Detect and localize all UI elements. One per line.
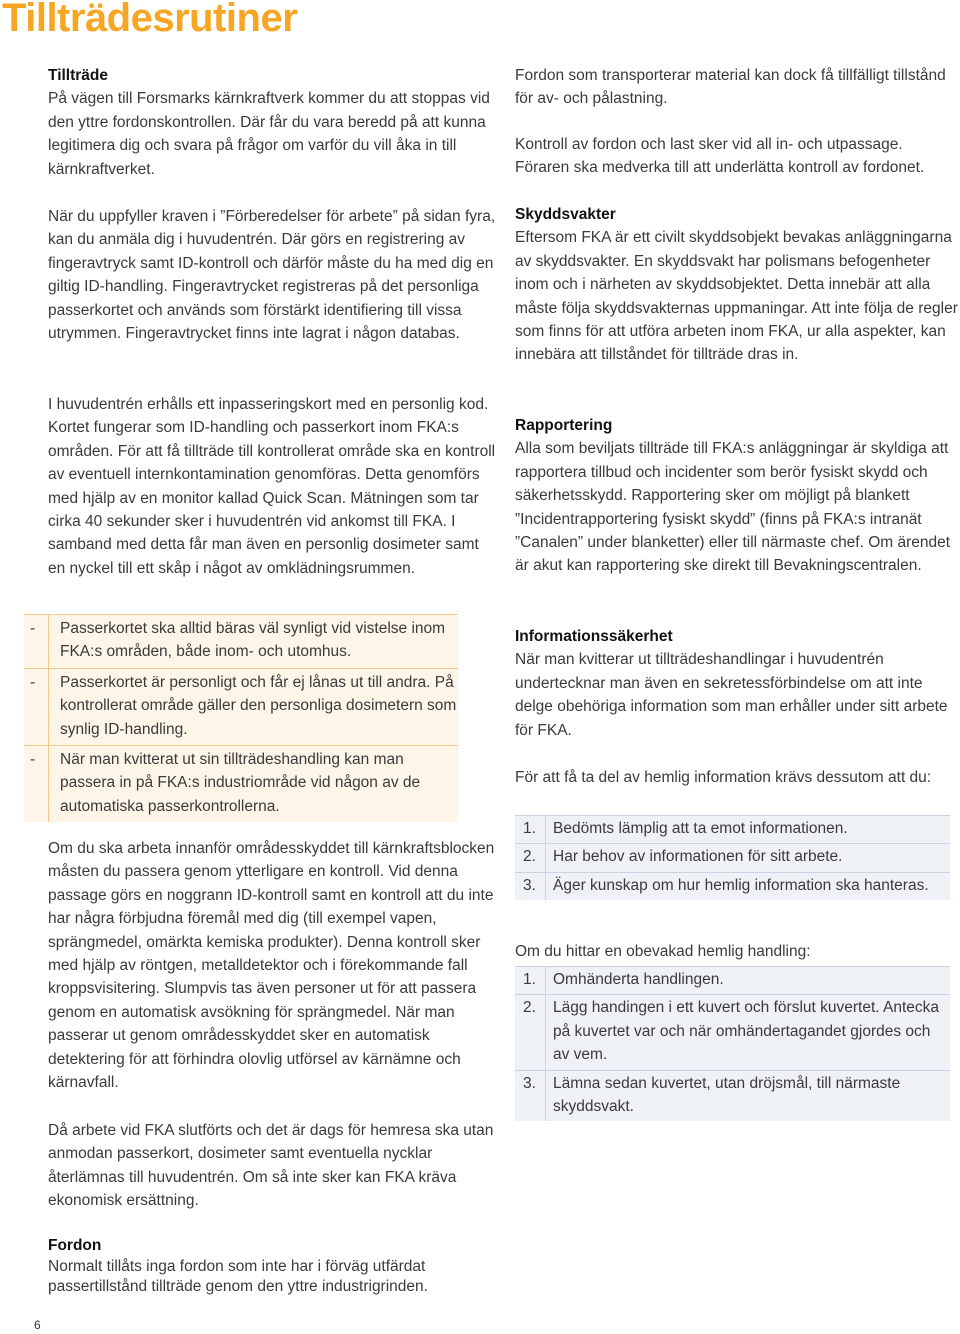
hemlig-intro: För att få ta del av hemlig information krävs dessutom att du:: [515, 769, 932, 786]
section-informationssakerhet: [515, 625, 960, 742]
section-tilltrade: [48, 64, 496, 181]
dash-mark: -: [30, 673, 36, 691]
para-omradesskydd: Om du ska arbeta innanför områdesskyddet till kärnkraftsblocken måsten du passera genom ytterligare en kontroll. Vid denna passage görs en noggrann ID-kontroll samt en kontroll att du inte har några förbjudna föremål med dig (till exempel vapen, sprängmedel, omärkta kemiska produkter). Denna kontroll sker med hjälp av röntgen, metalldetektor och i förekommande fall kroppsvisitering. Slumpvis tas även personer ut för att passera genom en automatisk avsökning för sprängmedel. När man passerar ut genom områdesskyddet sker en automatisk detektering för att förhindra olovlig utförsel av kärnämne och kärnavfall.: [48, 840, 495, 1092]
tilltrade-heading: Tillträde: [48, 67, 109, 84]
para-fordon-tillfalligt: Fordon som transporterar material kan dock få tillfälligt tillstånd för av- och pålastning.: [515, 67, 946, 108]
fordon-text: Normalt tillåts inga fordon som inte har i förväg utfärdat passertillstånd tillträde genom den yttre industrigrinden.: [48, 1258, 428, 1296]
list-item-text: Bedömts lämplig att ta emot informationen.: [553, 820, 848, 837]
section-fordon: [48, 1234, 496, 1297]
dash-list: [24, 614, 458, 822]
list-item-text: Passerkortet ska alltid bäras väl synligt vid vistelse inom FKA:s områden, både inom- och utomhus.: [60, 620, 446, 661]
list-item: [515, 1070, 950, 1122]
page-title: Tillträdesrutiner: [2, 0, 298, 40]
list-number: 2.: [523, 848, 536, 866]
fordon-heading: Fordon: [48, 1237, 102, 1254]
para-hemresa: Då arbete vid FKA slutförts och det är dags för hemresa ska utan anmodan passerkort, dosimeter samt eventuella nycklar återlämnas till huvudentrén. Om så inte sker kan FKA kräva ekonomisk ersättning.: [48, 1122, 494, 1210]
list-number: 3.: [523, 876, 536, 894]
list-item-text: När man kvitterat ut sin tillträdeshandling kan man passera in på FKA:s industriområde vid någon av de automatiska passerkontrollerna.: [60, 751, 421, 815]
info-text: När man kvitterar ut tillträdeshandlingar i huvudentrén undertecknar man även en sekretessförbindelse om att inte delge obehöriga information som man erhåller under sitt arbete för FKA.: [515, 651, 948, 739]
para-huvudentren: När du uppfyller kraven i ”Förberedelser för arbete” på sidan fyra, kan du anmäla dig i huvudentrén. Där görs en registrering av fingeravtryck samt ID-kontroll och därför måste du ha med dig en giltig ID-handling. Fingeravtrycket registreras på det personliga passerkortet och används som förstärkt identifiering till vissa utrymmen. Fingeravtrycket finns inte lagrat i någon databas.: [48, 208, 496, 343]
list-item-text: Omhänderta handlingen.: [553, 971, 724, 988]
page-number: 6: [34, 1318, 41, 1332]
list-item-text: Lägg handingen i ett kuvert och förslut kuvertet. Antecka på kuvertet var och när omhändertagandet gjordes och av vem.: [553, 999, 940, 1064]
list-number: 3.: [523, 1074, 536, 1092]
dash-mark: -: [30, 751, 36, 769]
list-item: [24, 614, 458, 668]
list-item-text: Lämna sedan kuvertet, utan dröjsmål, till närmaste skyddsvakt.: [553, 1074, 901, 1116]
info-heading: Informationssäkerhet: [515, 628, 673, 645]
para-kontroll-fordon: Kontroll av fordon och last sker vid all in- och utpassage. Föraren ska medverka till att underlätta kontroll av fordonet.: [515, 136, 925, 177]
list-item: [24, 668, 458, 745]
list-number: 2.: [523, 999, 536, 1017]
list-item: [24, 745, 458, 822]
tilltrade-text: På vägen till Forsmarks kärnkraftverk kommer du att stoppas vid den yttre fordonskontrollen. Där får du vara beredd på att kunna legitimera dig och svara på frågor om varför du vill åka in till kärnkraftverket.: [48, 90, 490, 178]
list-item: [515, 872, 950, 900]
list-item-text: Äger kunskap om hur hemlig information ska hanteras.: [553, 876, 929, 894]
obevakad-intro: Om du hittar en obevakad hemlig handling:: [515, 943, 811, 960]
dash-mark: -: [30, 620, 36, 637]
para-passerkort: I huvudentrén erhålls ett inpasseringskort med en personlig kod. Kortet fungerar som ID-handling och passerkort inom FKA:s områden. För att få tillträde till kontrollerat område ska en kontroll av eventuell internkontamination genomföras. Detta genomförs med hjälp av en monitor kallad Quick Scan. Mätningen som tar cirka 40 sekunder sker i huvudentrén vid ankomst till FKA. I samband med detta får man även en personlig dosimeter samt en nyckel till ett skåp i något av omklädningsrummen.: [48, 396, 496, 577]
list-item: [515, 966, 950, 994]
skyddsvakter-heading: Skyddsvakter: [515, 206, 616, 223]
rapportering-heading: Rapportering: [515, 417, 613, 434]
hemlig-list: [515, 815, 950, 900]
section-rapportering: [515, 414, 960, 578]
list-number: 1.: [523, 971, 536, 988]
obevakad-list: [515, 966, 950, 1121]
skyddsvakter-text: Eftersom FKA är ett civilt skyddsobjekt bevakas anläggningarna av skyddsvakter. En skyddsvakt har polismans befogenheter inom och i närheten av skyddsobjektet. Detta innebär att alla måste följa skyddsvakternas uppmaningar. Att inte följa de regler som finns för att utföra arbeten inom FKA, ur alla aspekter, kan innebära att tillståndet för tillträde dras in.: [515, 229, 958, 364]
list-item: [515, 994, 950, 1069]
rapportering-text: Alla som beviljats tillträde till FKA:s anläggningar är skyldiga att rapportera tillbud och incidenter som berör fysiskt skydd och säkerhetsskydd. Rapportering sker om möjligt på blankett ”Incidentrapportering fysiskt skydd” (finns på FKA:s intranät ”Canalen” under blanketter) eller till närmaste chef. Om ärendet är akut kan rapportering ske direkt till Bevakningscentralen.: [515, 440, 951, 575]
list-item: [515, 815, 950, 843]
section-skyddsvakter: [515, 203, 960, 367]
list-item: [515, 843, 950, 871]
list-item-text: Har behov av informationen för sitt arbete.: [553, 848, 843, 866]
list-item-text: Passerkortet är personligt och får ej lånas ut till andra. På kontrollerat område gäller den personliga dosimetern som synlig ID-handling.: [60, 673, 457, 738]
list-number: 1.: [523, 820, 536, 837]
